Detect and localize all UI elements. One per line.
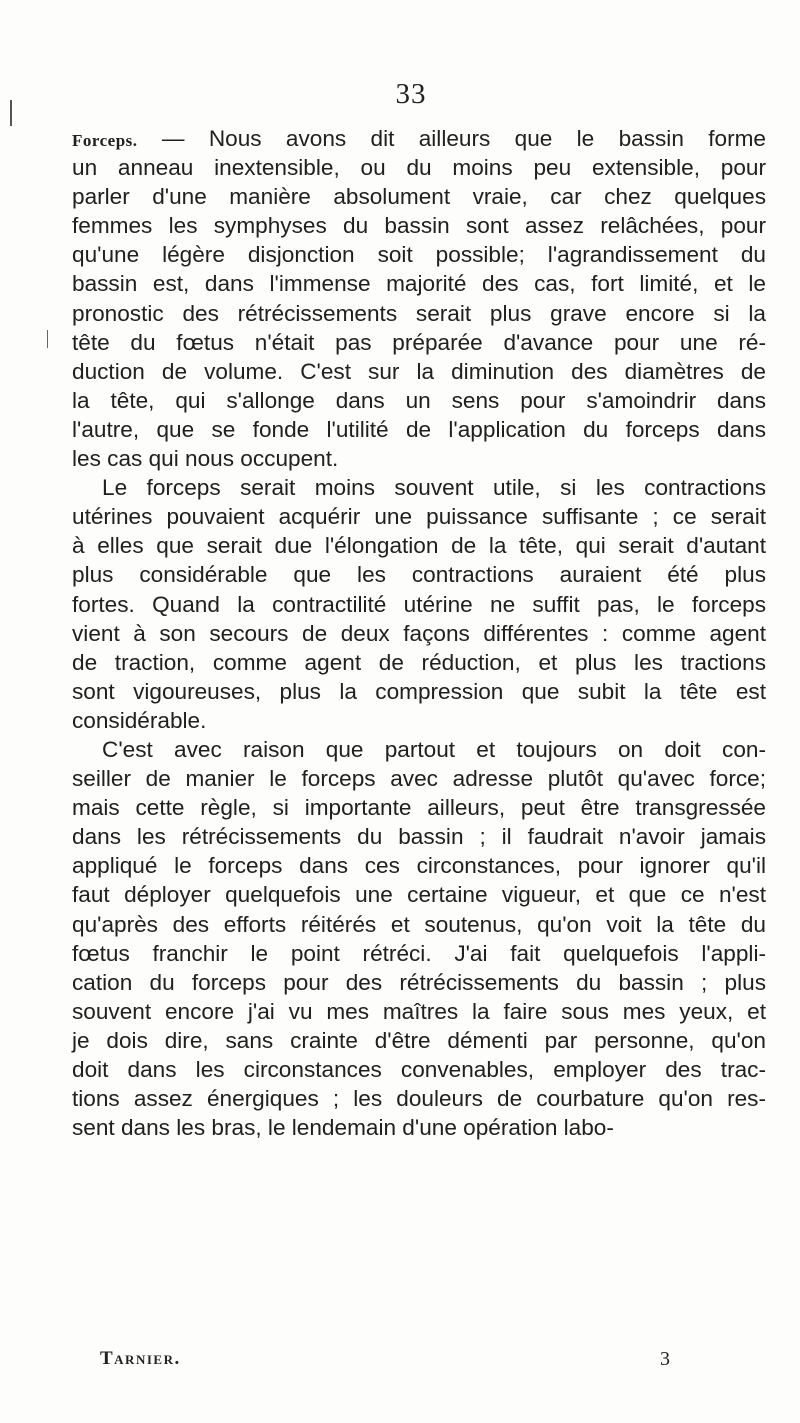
text-line: souvent encore j'ai vu mes maîtres la faire sous mes yeux, et xyxy=(72,998,766,1024)
text-line: qu'après des efforts réitérés et soutenus, qu'on voit la tête du xyxy=(72,911,766,937)
text-line: la tête, qui s'allonge dans un sens pour s'amoindrir dans xyxy=(72,387,766,413)
text-line: qu'une légère disjonction soit possible; l'agrandissement du xyxy=(72,242,766,268)
line-text: — Nous avons dit ailleurs que le bassin forme xyxy=(137,126,766,151)
paragraph xyxy=(72,124,766,473)
text-line: Le forceps serait moins souvent utile, si les contractions xyxy=(102,475,766,501)
text-line: vient à son secours de deux façons différentes : comme agent xyxy=(72,620,766,646)
text-line: faut déployer quelquefois une certaine vigueur, et que ce n'est xyxy=(72,882,766,908)
paragraph xyxy=(72,735,766,1142)
text-line: doit dans les circonstances convenables, employer des trac- xyxy=(72,1057,766,1082)
text-line: duction de volume. C'est sur la diminution des diamètres de xyxy=(72,358,766,384)
text-line xyxy=(72,124,766,153)
text-line: je dois dire, sans crainte d'être démenti par personne, qu'on xyxy=(72,1027,766,1053)
text-line: fœtus franchir le point rétréci. J'ai fait quelquefois l'appli- xyxy=(72,940,766,966)
text-line: considérable. xyxy=(72,707,207,733)
text-line: l'autre, que se fonde l'utilité de l'application du forceps dans xyxy=(72,416,766,442)
text-line: fortes. Quand la contractilité utérine ne suffit pas, le forceps xyxy=(72,591,766,617)
body-text xyxy=(72,124,766,1142)
text-line: mais cette règle, si importante ailleurs, peut être transgressée xyxy=(72,795,766,821)
page-number: 33 xyxy=(395,78,427,110)
paragraphs xyxy=(72,124,766,1142)
text-line: seiller de manier le forceps avec adresse plutôt qu'avec force; xyxy=(72,766,766,792)
text-line: sent dans les bras, le lendemain d'une opération labo- xyxy=(72,1115,614,1141)
text-line: de traction, comme agent de réduction, et plus les tractions xyxy=(72,649,766,675)
text-line: sont vigoureuses, plus la compression que subit la tête est xyxy=(72,678,766,704)
text-line: plus considérable que les contractions auraient été plus xyxy=(72,562,766,588)
margin-mark xyxy=(47,330,48,348)
text-line: femmes les symphyses du bassin sont assez relâchées, pour xyxy=(72,213,766,239)
paragraph xyxy=(72,473,766,735)
text-line: C'est avec raison que partout et toujours on doit con- xyxy=(102,736,766,762)
text-line: parler d'une manière absolument vraie, car chez quelques xyxy=(72,184,766,210)
text-line: à elles que serait due l'élongation de la tête, qui serait d'autant xyxy=(72,533,766,559)
author-signature: Tarnier. xyxy=(100,1348,181,1369)
text-line: un anneau inextensible, ou du moins peu extensible, pour xyxy=(72,155,766,181)
text-line: cation du forceps pour des rétrécissements du bassin ; plus xyxy=(72,969,766,995)
signature-line xyxy=(100,1348,670,1371)
text-line: bassin est, dans l'immense majorité des cas, fort limité, et le xyxy=(72,271,766,297)
text-line: utérines pouvaient acquérir une puissance suffisante ; ce serait xyxy=(72,504,766,530)
sheet-number: 3 xyxy=(660,1348,670,1370)
text-line: tions assez énergiques ; les douleurs de courbature qu'on res- xyxy=(72,1086,766,1112)
text-line: appliqué le forceps dans ces circonstances, pour ignorer qu'il xyxy=(72,853,766,879)
text-line: tête du fœtus n'était pas préparée d'avance pour une ré- xyxy=(72,329,766,355)
text-line: pronostic des rétrécissements serait plus grave encore si la xyxy=(72,300,766,326)
text-line: dans les rétrécissements du bassin ; il faudrait n'avoir jamais xyxy=(72,824,766,850)
run-in-heading: Forceps. xyxy=(72,131,138,150)
text-line: les cas qui nous occupent. xyxy=(72,446,339,472)
